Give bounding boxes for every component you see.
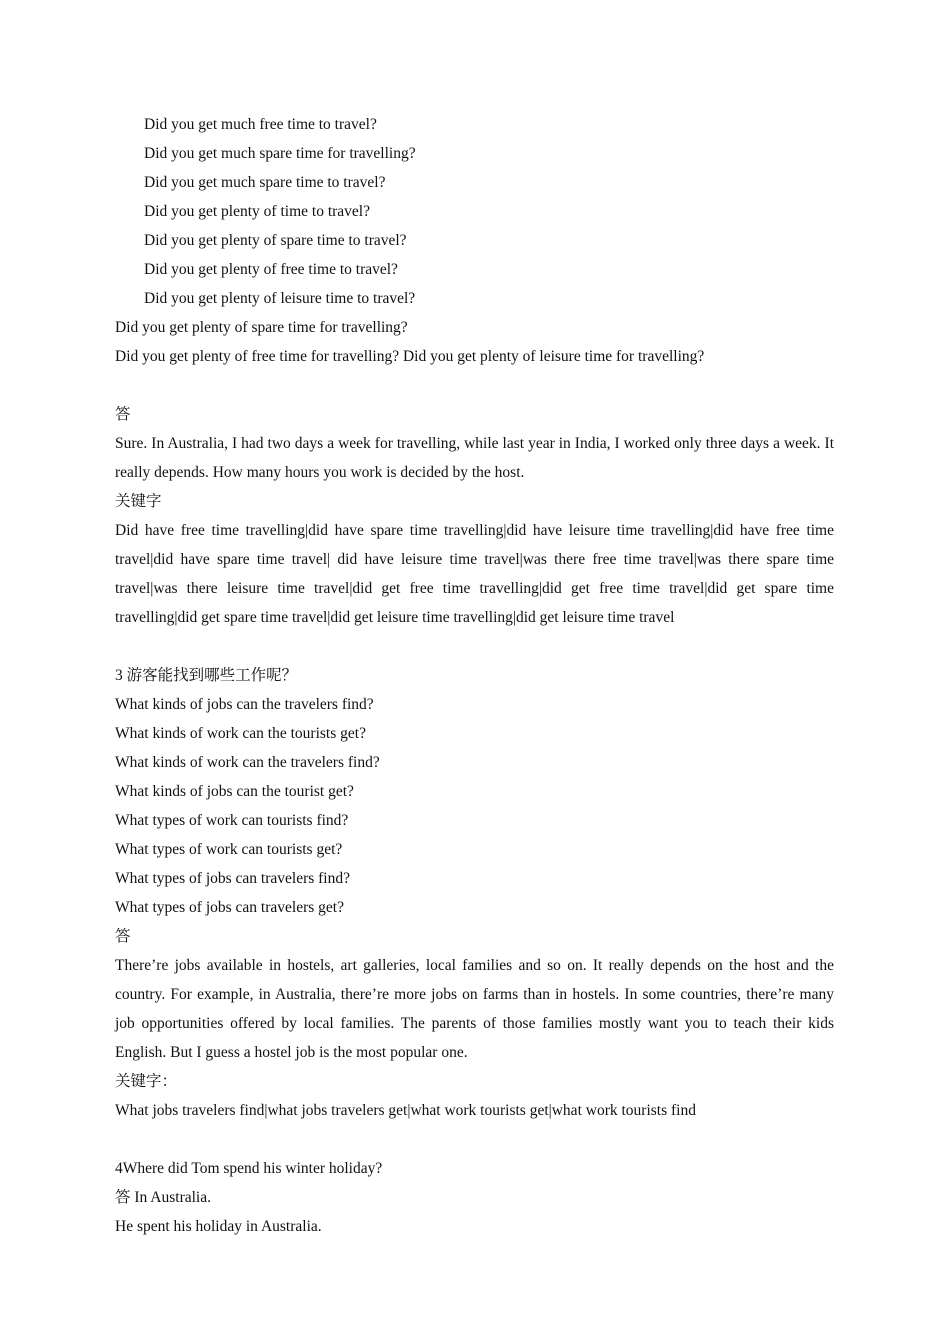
answer-paragraph: Sure. In Australia, I had two days a week for travelling, while last year in India, I worked only three days a week. It really depends. How many hours you work is decided by the host. <box>115 435 834 481</box>
answer-label: 答 <box>115 928 131 945</box>
question-line: Did you get much spare time to travel? <box>144 174 386 191</box>
question-line: Did you get much free time to travel? <box>144 116 377 133</box>
answer-paragraph: There’re jobs available in hostels, art galleries, local families and so on. It really depends on the host and the country. For example, in Australia, there’re more jobs on farms than in hostels. In some countries, there’re many job opportunities offered by local families. The parents of those families mostly want you to teach their kids English. But I guess a hostel job is the most popular one. <box>115 957 834 1061</box>
question-line: Did you get plenty of free time for travelling? Did you get plenty of leisure time for travelling? <box>115 348 705 365</box>
answer-line: 答 In Australia. <box>115 1189 211 1206</box>
keywords-label: 关键字： <box>115 1073 178 1090</box>
blank-line <box>115 1125 834 1154</box>
question-line: Did you get plenty of spare time to travel? <box>144 232 407 249</box>
blank-line <box>115 371 834 400</box>
answer-label: 答 <box>115 406 131 423</box>
question-line: What types of work can tourists get? <box>115 841 343 858</box>
question-line: What kinds of jobs can the tourist get? <box>115 783 354 800</box>
blank-line <box>115 632 834 661</box>
question-line: What types of work can tourists find? <box>115 812 349 829</box>
question-line: Did you get plenty of spare time for travelling? <box>115 319 408 336</box>
question-line: What types of jobs can travelers find? <box>115 870 350 887</box>
question-line: What types of jobs can travelers get? <box>115 899 344 916</box>
question-line: What kinds of jobs can the travelers find? <box>115 696 374 713</box>
document-page <box>115 110 834 1241</box>
question-line: Did you get plenty of leisure time to travel? <box>144 290 416 307</box>
keywords-label: 关键字 <box>115 493 162 510</box>
keywords-paragraph: Did have free time travelling|did have spare time travelling|did have leisure time travelling|did have free time travel|did have spare time travel| did have leisure time travel|was there free time travel|was there spare time travel|was there leisure time travel|did get free time travelling|did get free time travel|did get spare time travelling|did get spare time travel|did get leisure time travelling|did get leisure time travel <box>115 522 834 626</box>
section-heading: 4Where did Tom spend his winter holiday? <box>115 1160 383 1177</box>
question-line: Did you get plenty of time to travel? <box>144 203 370 220</box>
question-line: Did you get plenty of free time to travel? <box>144 261 398 278</box>
section-heading: 3 游客能找到哪些工作呢？ <box>115 667 298 684</box>
question-line: What kinds of work can the tourists get? <box>115 725 366 742</box>
keywords-paragraph: What jobs travelers find|what jobs travelers get|what work tourists get|what work tourists find <box>115 1102 696 1119</box>
question-line: Did you get much spare time for travelling? <box>144 145 416 162</box>
answer-line: He spent his holiday in Australia. <box>115 1218 322 1235</box>
question-line: What kinds of work can the travelers find? <box>115 754 380 771</box>
